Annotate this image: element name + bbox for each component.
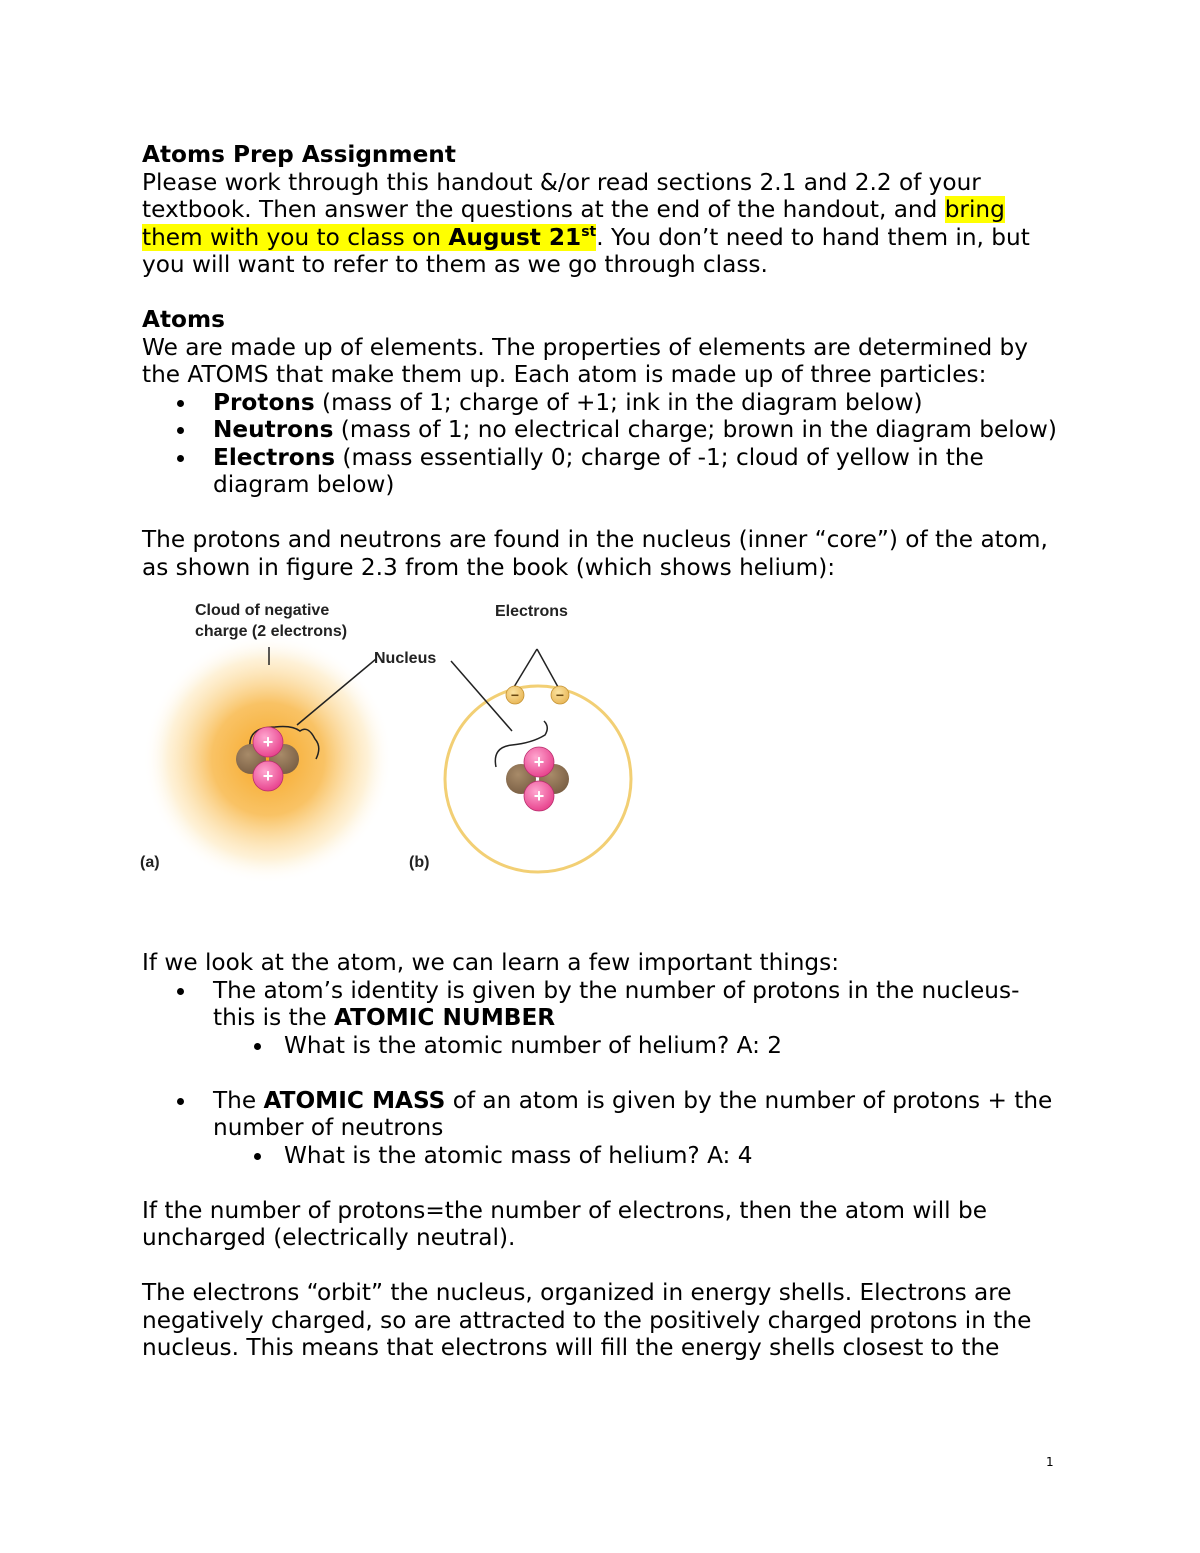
- question-list-2: [213, 1142, 1062, 1170]
- list-item-neutrons: Neutrons (mass of 1; no electrical charge; brown in the diagram below): [142, 416, 1062, 444]
- proton-sign-b2: +: [533, 786, 545, 806]
- list-item-electrons: Electrons (mass essentially 0; charge of -1; cloud of yellow in the diagram below): [142, 444, 1062, 499]
- question-atomic-number: What is the atomic number of helium? A: 2: [213, 1032, 1062, 1060]
- nucleus-pointer-line-b: [451, 661, 512, 731]
- list-item-protons: Protons (mass of 1; charge of +1; ink in the diagram below): [142, 389, 1062, 417]
- nucleus-paragraph: The protons and neutrons are found in the nucleus (inner “core”) of the atom, as shown in figure 2.3 from the book (which shows helium):: [142, 526, 1048, 581]
- atoms-heading: Atoms: [142, 306, 225, 333]
- electrons-label: Electrons: [495, 603, 568, 620]
- electron-sign-b1: −: [510, 687, 520, 703]
- atoms-paragraph: We are made up of elements. The properties of elements are determined by the ATOMS that make them up. Each atom is made up of three particles:: [142, 333, 1029, 388]
- panel-label-b: (b): [409, 854, 430, 871]
- look-paragraph: If we look at the atom, we can learn a few important things:: [142, 949, 840, 976]
- list-item-atomic-mass: The ATOMIC MASS of an atom is given by the number of protons + the number of neutrons What is the atomic mass of helium? A: 4: [142, 1087, 1062, 1170]
- highlighted-instruction: bring them with you to class on August 21st: [142, 196, 1005, 251]
- particle-list: [142, 389, 1062, 499]
- electron-sign-b2: −: [555, 687, 565, 703]
- neutral-paragraph: If the number of protons=the number of electrons, then the atom will be uncharged (electrically neutral).: [142, 1196, 987, 1251]
- proton-sign-a2: +: [262, 766, 274, 786]
- electrons-pointer-right: [537, 649, 558, 687]
- cloud-label-line1: Cloud of negative: [195, 602, 330, 619]
- question-list-1: [213, 1032, 1062, 1060]
- doc-title: Atoms Prep Assignment: [142, 141, 456, 168]
- electron-shell: [445, 686, 631, 872]
- orbit-paragraph: The electrons “orbit” the nucleus, organized in energy shells. Electrons are negatively charged, so are attracted to the positively charged protons in the nucleus. This means that electrons will fill the energy shells closest to the: [142, 1279, 1032, 1361]
- intro-paragraph: Please work through this handout &/or read sections 2.1 and 2.2 of your textbook. Then answer the questions at the end of the handout, and bring them with you to class on August 21st. You don’t need to hand them in, but you will want to refer to them as we go through class.: [142, 168, 1030, 278]
- list-item-atomic-number: The atom’s identity is given by the number of protons in the nucleus- this is the ATOMIC NUMBER What is the atomic number of helium? A: 2: [142, 977, 1062, 1060]
- proton-sign-b1: +: [533, 752, 545, 772]
- facts-list-2: [142, 1087, 1062, 1170]
- nucleus-label: Nucleus: [374, 650, 437, 667]
- helium-atom-diagram: [140, 597, 640, 897]
- electron-cloud: [143, 634, 393, 884]
- page-number: 1: [1046, 1455, 1054, 1469]
- document-body: [142, 141, 1062, 1362]
- cloud-label-line2: charge (2 electrons): [195, 623, 348, 640]
- helium-atom-figure: [140, 597, 640, 897]
- proton-sign-a1: +: [262, 732, 274, 752]
- panel-label-a: (a): [140, 854, 160, 871]
- facts-list-1: [142, 977, 1062, 1060]
- question-atomic-mass: What is the atomic mass of helium? A: 4: [213, 1142, 1062, 1170]
- electrons-pointer-left: [514, 649, 537, 687]
